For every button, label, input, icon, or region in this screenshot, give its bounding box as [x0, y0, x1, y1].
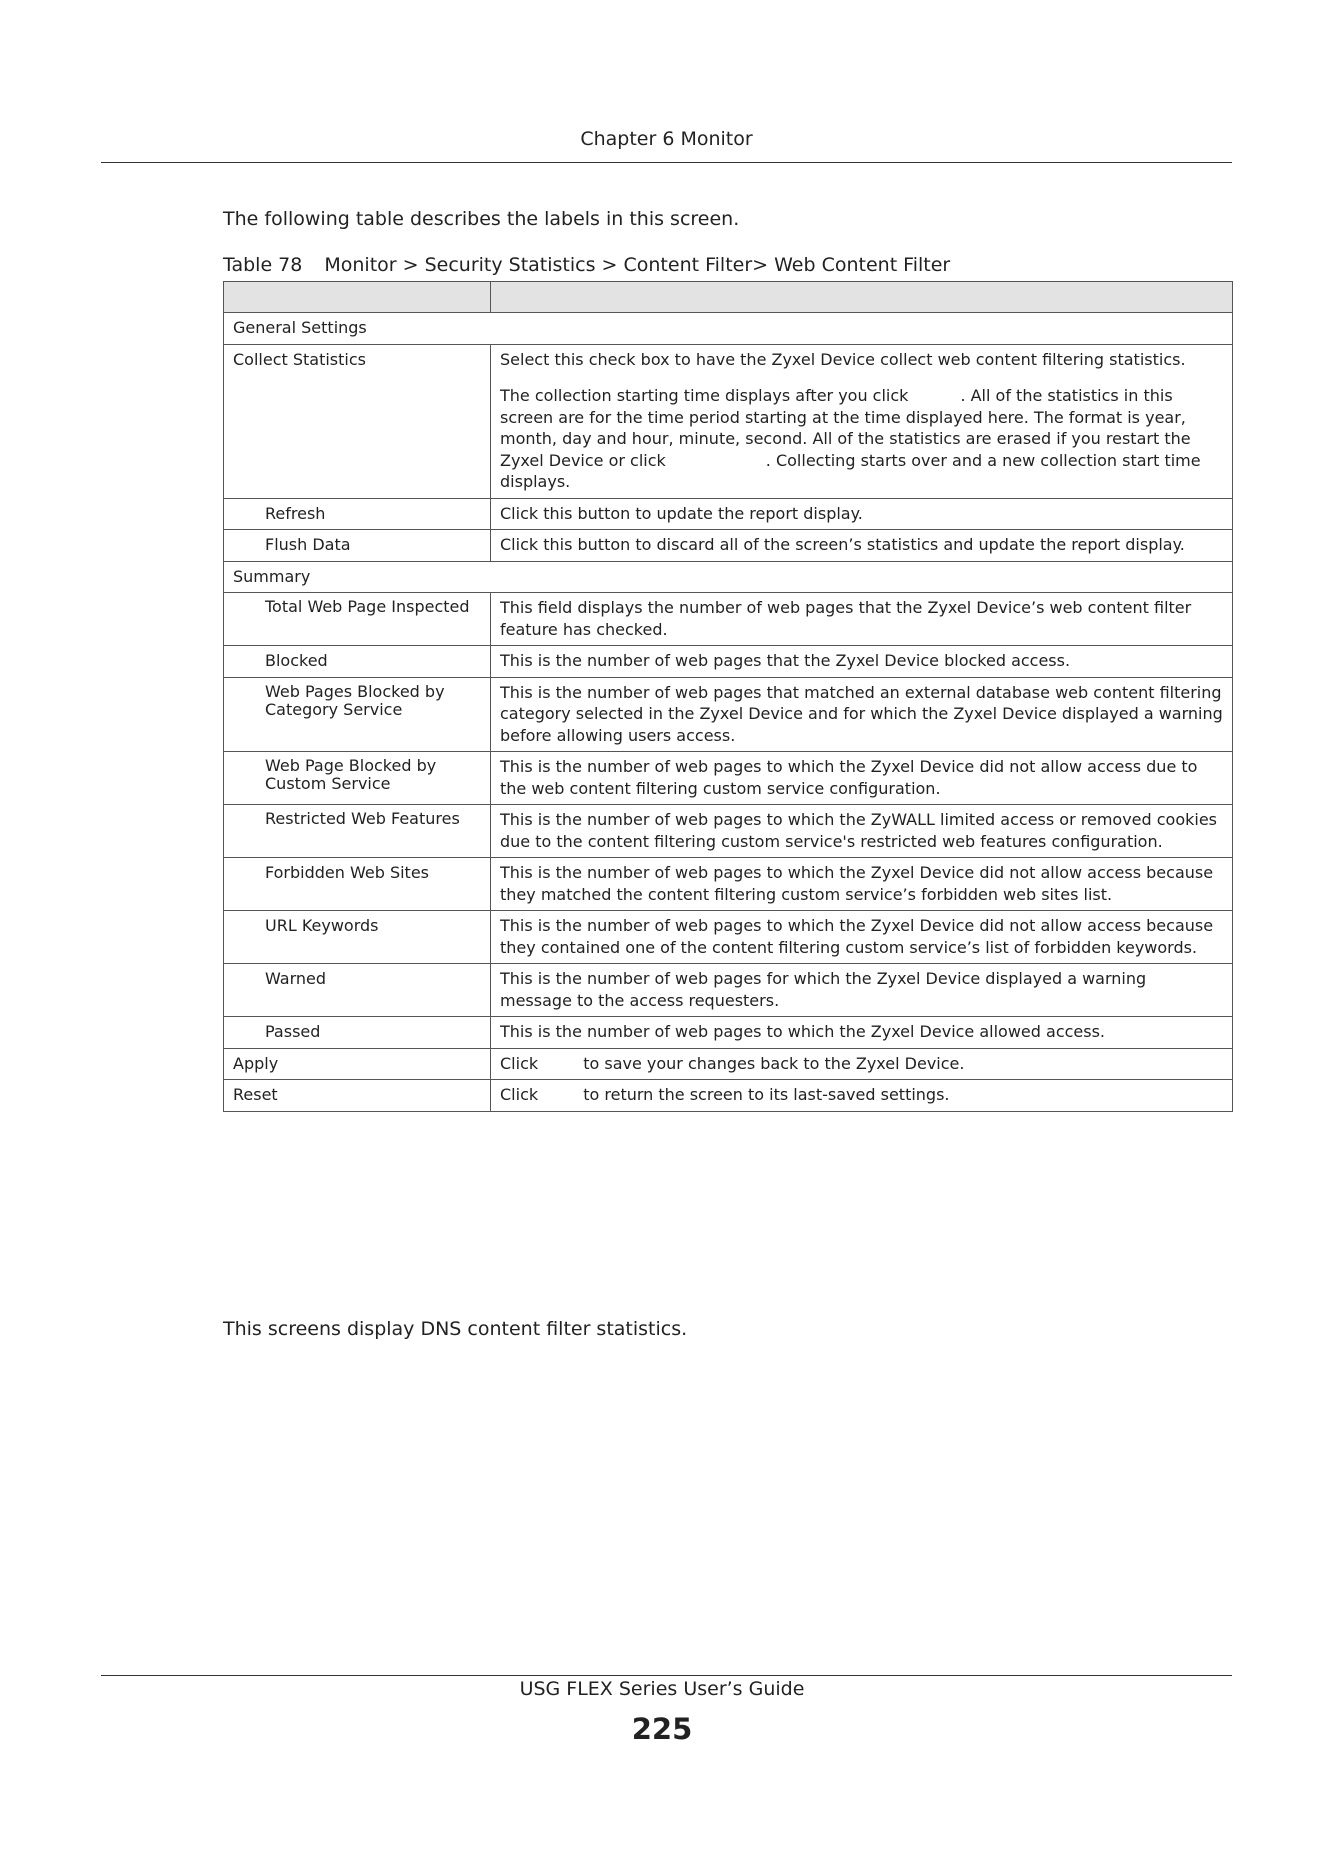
dns-description: This screens display DNS content filter statistics. — [223, 1318, 688, 1340]
desc-paragraph: Select this check box to have the Zyxel Device collect web content filtering statistics. — [500, 349, 1186, 369]
row-description: Click this button to discard all of the screen’s statistics and update the report display. — [491, 530, 1233, 562]
chapter-header: Chapter 6 Monitor — [101, 128, 1232, 163]
table-caption — [223, 254, 950, 276]
row-description: This is the number of web pages to which the ZyWALL limited access or removed cookies due to the content filtering custom service's restricted web features configuration. — [491, 805, 1233, 858]
table-row — [224, 593, 1233, 646]
row-label — [224, 593, 491, 646]
table-row — [224, 964, 1233, 1017]
row-label: Forbidden Web Sites — [224, 858, 491, 911]
row-label: Apply — [224, 1048, 491, 1080]
desc-text: to return the screen to its last-saved settings. — [583, 1085, 950, 1104]
table-row — [224, 677, 1233, 752]
row-label — [224, 752, 491, 805]
table-number: Table 78 — [223, 254, 303, 276]
row-description — [491, 344, 1233, 498]
header-label — [224, 282, 491, 313]
desc-paragraph — [500, 385, 1223, 493]
row-label: Refresh — [224, 498, 491, 530]
table-row — [224, 1017, 1233, 1049]
desc-text: The collection starting time displays after you click — [500, 386, 909, 405]
row-description: This is the number of web pages to which the Zyxel Device allowed access. — [491, 1017, 1233, 1049]
table-row — [224, 1080, 1233, 1112]
table-row — [224, 530, 1233, 562]
section-row — [224, 313, 1233, 345]
table-row — [224, 646, 1233, 678]
row-description — [491, 1048, 1233, 1080]
row-description: This is the number of web pages to which the Zyxel Device did not allow access because they matched the content filtering custom service’s forbidden web sites list. — [491, 858, 1233, 911]
table-title: Monitor > Security Statistics > Content Filter> Web Content Filter — [324, 254, 951, 276]
row-label: Flush Data — [224, 530, 491, 562]
table-row — [224, 911, 1233, 964]
table-header-row — [224, 282, 1233, 313]
row-label: Warned — [224, 964, 491, 1017]
desc-text: . Collecting starts over and a new collection start time displays. — [500, 450, 1201, 491]
row-description: This is the number of web pages to which the Zyxel Device did not allow access due to the web content filtering custom service configuration. — [491, 752, 1233, 805]
row-description: Click this button to update the report display. — [491, 498, 1233, 530]
guide-title: USG FLEX Series User’s Guide — [519, 1678, 805, 1700]
footer-divider — [101, 1675, 1232, 1676]
row-label — [224, 805, 491, 858]
intro-text: The following table describes the labels in this screen. — [223, 208, 740, 230]
desc-text: to save your changes back to the Zyxel Device. — [583, 1053, 965, 1073]
table-row — [224, 805, 1233, 858]
row-description — [491, 1080, 1233, 1112]
table-row — [224, 752, 1233, 805]
row-label: Collect Statistics — [224, 344, 491, 498]
row-label: Reset — [224, 1080, 491, 1112]
labels-table — [223, 281, 1233, 1112]
row-label-text: Web Page Blocked by Custom Service — [265, 756, 437, 793]
table-row — [224, 498, 1233, 530]
desc-text: Click — [500, 1053, 539, 1073]
table-row — [224, 344, 1233, 498]
row-label-text: Total Web Page Inspected — [265, 597, 470, 616]
row-label-text: Restricted Web Features — [265, 809, 460, 828]
row-label — [224, 677, 491, 752]
row-description: This field displays the number of web pages that the Zyxel Device’s web content filter feature has checked. — [491, 593, 1233, 646]
table-row — [224, 1048, 1233, 1080]
row-label: URL Keywords — [224, 911, 491, 964]
row-description: This is the number of web pages that the Zyxel Device blocked access. — [491, 646, 1233, 678]
desc-text: Click — [500, 1085, 539, 1104]
row-description: This is the number of web pages for which the Zyxel Device displayed a warning message to the access requesters. — [491, 964, 1233, 1017]
header-description — [491, 282, 1233, 313]
row-label-text: Web Pages Blocked by Category Service — [265, 681, 445, 719]
section-row — [224, 561, 1233, 593]
row-label: Blocked — [224, 646, 491, 678]
section-label: General Settings — [224, 313, 1233, 345]
row-description: This is the number of web pages that matched an external database web content filtering category selected in the Zyxel Device and for which the Zyxel Device displayed a warning before allowing users access. — [491, 677, 1233, 752]
table-row — [224, 858, 1233, 911]
desc-text: . All of the statistics in this screen are for the time period starting at the time displayed here. The format is year, month, day and hour, minute, second. All of the statistics are erased if you restart the Zyxel Device or click — [500, 386, 1191, 470]
row-description: This is the number of web pages to which the Zyxel Device did not allow access because they contained one of the content filtering custom service’s list of forbidden keywords. — [491, 911, 1233, 964]
page-number: 225 — [631, 1712, 693, 1746]
section-label: Summary — [224, 561, 1233, 593]
row-label: Passed — [224, 1017, 491, 1049]
